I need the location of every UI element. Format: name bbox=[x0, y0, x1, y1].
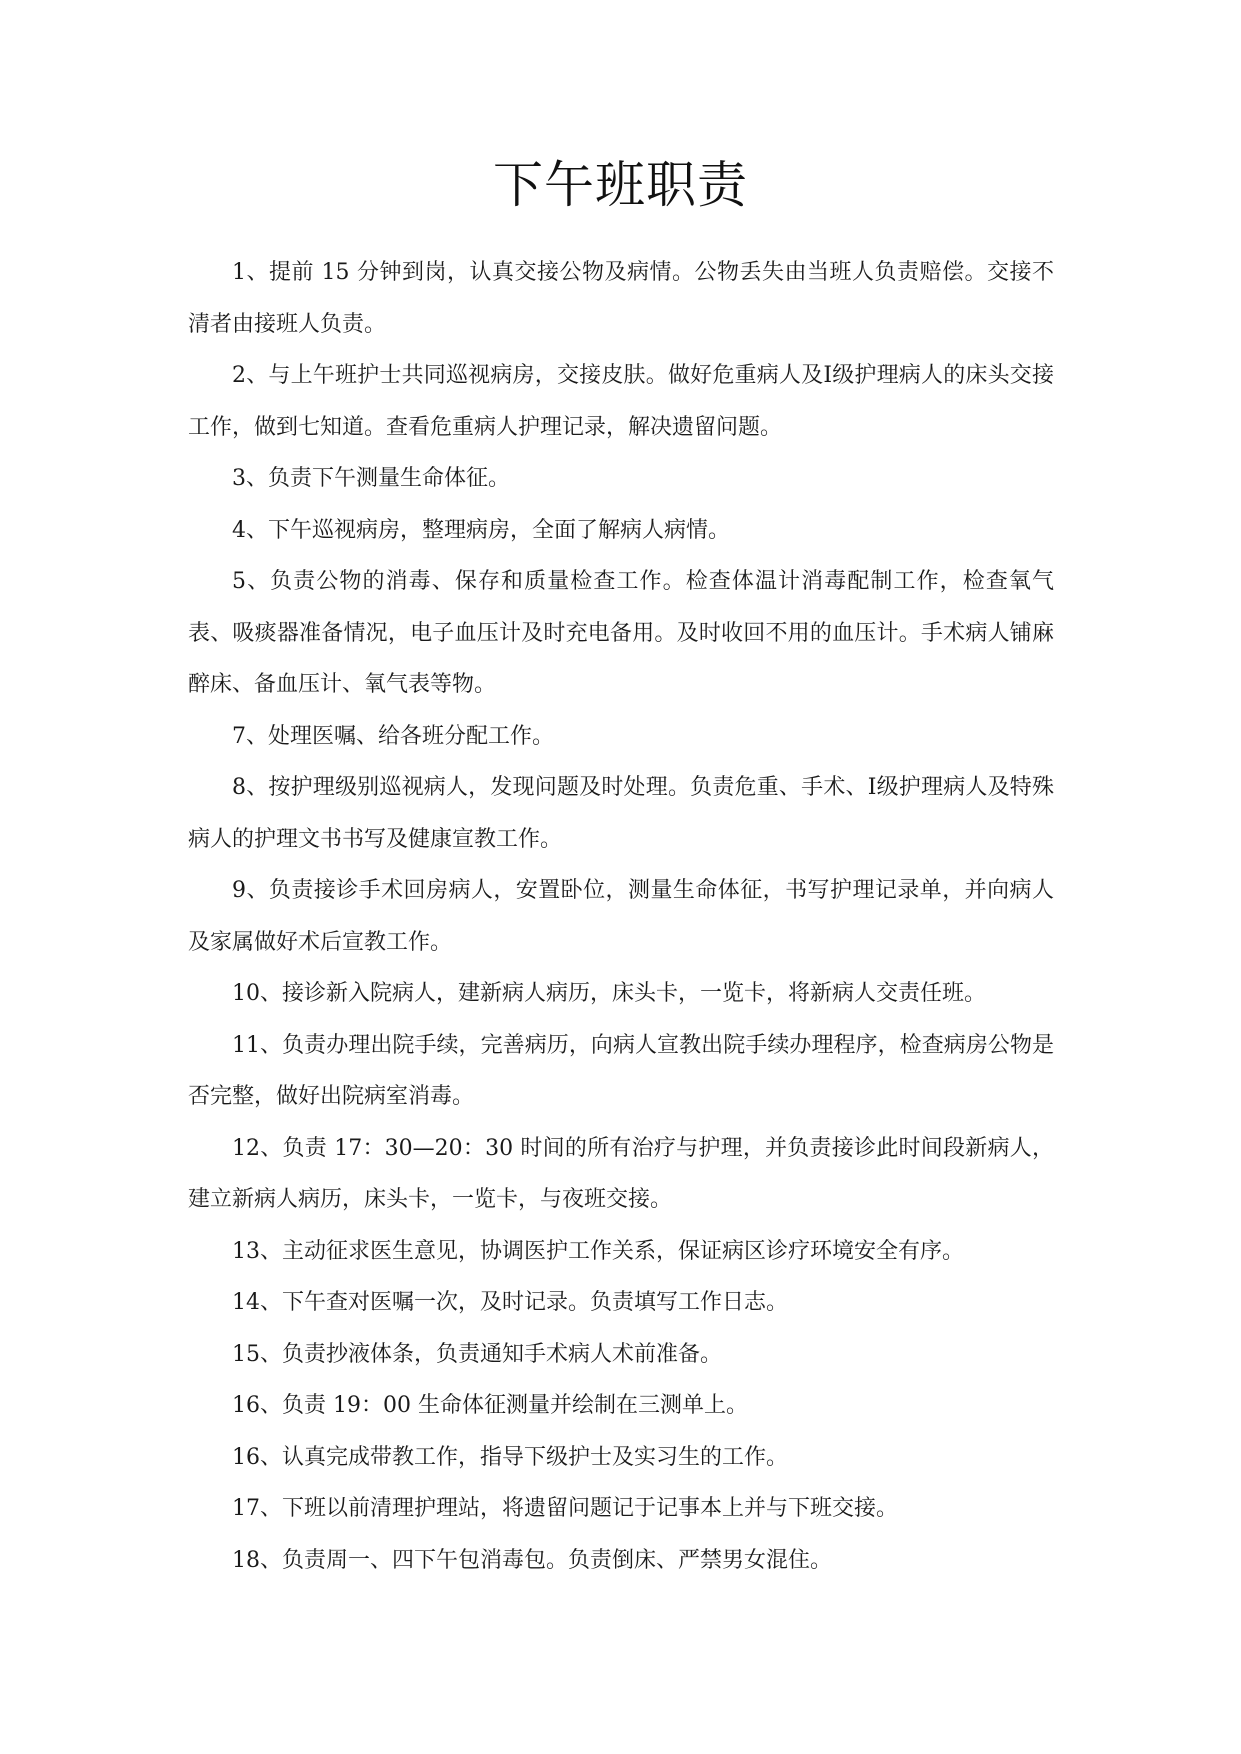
duty-item-2: 2、与上午班护士共同巡视病房，交接皮肤。做好危重病人及Ⅰ级护理病人的床头交接工作，做到七知道。查看危重病人护理记录，解决遗留问题。 bbox=[188, 363, 1054, 440]
duty-item-17: 17、下班以前清理护理站，将遗留问题记于记事本上并与下班交接。 bbox=[232, 1496, 898, 1521]
duty-item-11: 11、负责办理出院手续，完善病历，向病人宣教出院手续办理程序，检查病房公物是否完整，做好出院病室消毒。 bbox=[188, 1032, 1054, 1109]
duty-item-13: 13、主动征求医生意见，协调医护工作关系，保证病区诊疗环境安全有序。 bbox=[232, 1238, 964, 1264]
duty-item-4: 4、下午巡视病房，整理病房，全面了解病人病情。 bbox=[232, 517, 730, 543]
duty-item-7: 7、处理医嘱、给各班分配工作。 bbox=[232, 723, 554, 749]
duty-item-14: 14、下午查对医嘱一次，及时记录。负责填写工作日志。 bbox=[232, 1290, 788, 1315]
duty-item-1: 1、提前 15 分钟到岗，认真交接公物及病情。公物丢失由当班人负责赔偿。交接不清者由接班人负责。 bbox=[188, 260, 1054, 337]
duty-item-12: 12、负责 17：30—20：30 时间的所有治疗与护理，并负责接诊此时间段新病人，建立新病人病历，床头卡，一览卡，与夜班交接。 bbox=[188, 1135, 1054, 1212]
duty-item-15: 15、负责抄液体条，负责通知手术病人术前准备。 bbox=[232, 1341, 722, 1367]
duty-item-18: 18、负责周一、四下午包消毒包。负责倒床、严禁男女混住。 bbox=[232, 1547, 832, 1573]
duty-item-9: 9、负责接诊手术回房病人，安置卧位，测量生命体征，书写护理记录单，并向病人及家属做好术后宣教工作。 bbox=[188, 878, 1054, 955]
duty-item-16b: 16、认真完成带教工作，指导下级护士及实习生的工作。 bbox=[232, 1444, 788, 1470]
duty-item-3: 3、负责下午测量生命体征。 bbox=[232, 466, 510, 491]
duty-item-16a: 16、负责 19：00 生命体征测量并绘制在三测单上。 bbox=[232, 1393, 748, 1418]
document-body bbox=[188, 247, 1054, 1586]
duty-item-5: 5、负责公物的消毒、保存和质量检查工作。检查体温计消毒配制工作，检查氧气表、吸痰器准备情况，电子血压计及时充电备用。及时收回不用的血压计。手术病人铺麻醉床、备血压计、氧气表等物。 bbox=[188, 569, 1054, 697]
duty-item-8: 8、按护理级别巡视病人，发现问题及时处理。负责危重、手术、Ⅰ级护理病人及特殊病人的护理文书书写及健康宣教工作。 bbox=[188, 775, 1054, 852]
duty-item-10: 10、接诊新入院病人，建新病人病历，床头卡，一览卡，将新病人交责任班。 bbox=[232, 981, 986, 1006]
document-title: 下午班职责 bbox=[493, 156, 748, 214]
